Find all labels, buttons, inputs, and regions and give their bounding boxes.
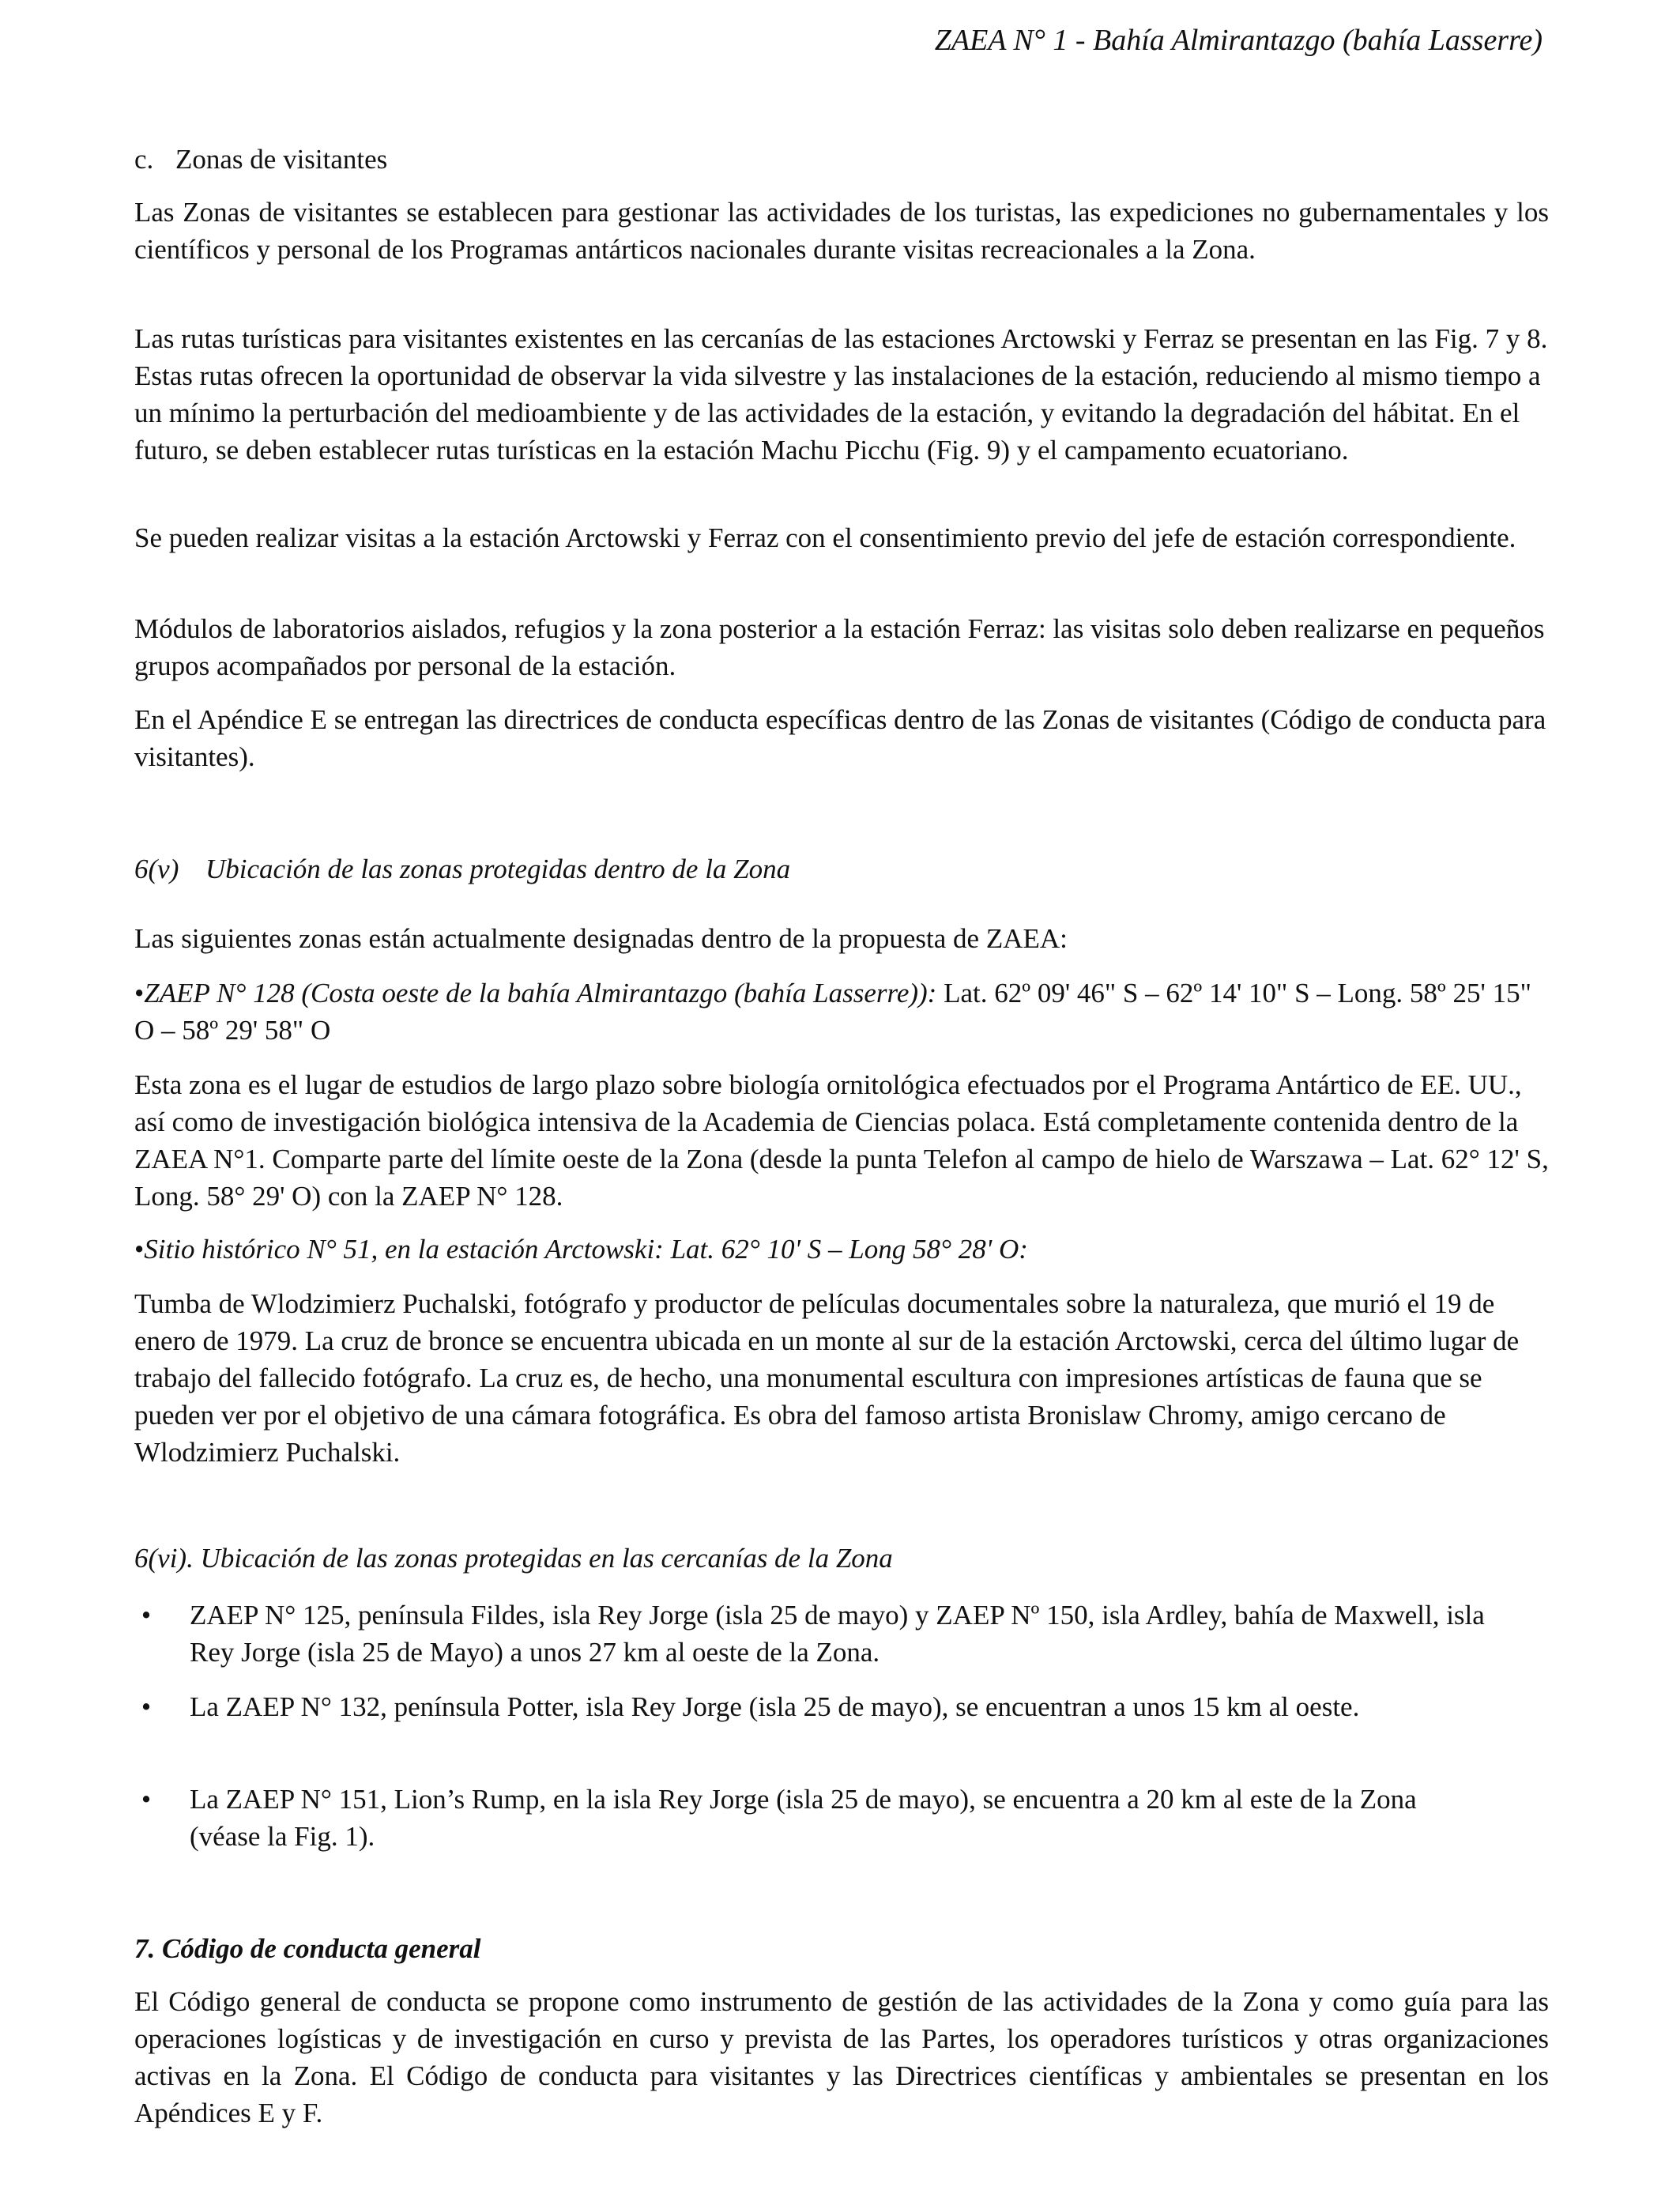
running-header: ZAEA N° 1 - Bahía Almirantazgo (bahía Lasserre) (934, 24, 1543, 57)
paragraph-c-3: Se pueden realizar visitas a la estación Arctowski y Ferraz con el consentimiento previo del jefe de estación correspondiente. (134, 522, 1516, 553)
paragraph-7-1: El Código general de conducta se propone como instrumento de gestión de las actividades de la Zona y como guía para las operaciones logísticas y de investigación en curso y prevista de las Partes, los operadores turísticos y otras organizaciones activas en la Zona. El Código de conducta para visitantes y las Directrices científicas y ambientales se presentan en los Apéndices E y F. (134, 1986, 1549, 2128)
section-6v-title: Ubicación de las zonas protegidas dentro de la Zona (205, 854, 791, 884)
list-item-text: ZAEP N° 125, península Fildes, isla Rey Jorge (isla 25 de mayo) y ZAEP Nº 150, isla Ardley, bahía de Maxwell, isla Rey Jorge (isla 25 de Mayo) a unos 27 km al oeste de la Zona. (190, 1600, 1485, 1668)
section-c-heading (134, 141, 1549, 178)
bullet-dot: • (141, 1691, 152, 1722)
paragraph-c-5: En el Apéndice E se entregan las directrices de conducta específicas dentro de las Zonas de visitantes (Código de conducta para visitantes). (134, 704, 1546, 772)
paragraph-zaep-128-description: Esta zona es el lugar de estudios de largo plazo sobre biología ornitológica efectuados por el Programa Antártico de EE. UU., así como de investigación biológica intensiva de la Academia de Ciencias polaca. Está completamente contenida dentro de la ZAEA N°1. Comparte parte del límite oeste de la Zona (desde la punta Telefon al campo de hielo de Warszawa – Lat. 62° 12' S, Long. 58° 29' O) con la ZAEP N° 128. (134, 1069, 1549, 1212)
paragraph-6v-intro: Las siguientes zonas están actualmente designadas dentro de la propuesta de ZAEA: (134, 923, 1068, 954)
section-c-title: Zonas de visitantes (175, 144, 388, 175)
bullet-dot: • (141, 1600, 152, 1630)
list-item-text: La ZAEP N° 132, península Potter, isla Rey Jorge (isla 25 de mayo), se encuentran a unos 15 km al oeste. (190, 1691, 1360, 1722)
section-6v-heading (134, 850, 1549, 888)
list-item-zaep-132 (141, 1688, 1486, 1725)
list-item-zaep-125-150 (141, 1596, 1486, 1671)
section-6v-number: 6(v) (134, 854, 179, 884)
section-c-marker: c. (134, 144, 154, 175)
bullet-dot: • (134, 978, 145, 1008)
bullet-zaep-128 (134, 974, 1549, 1049)
bullet-dot: • (134, 1234, 145, 1265)
paragraph-c-1: Las Zonas de visitantes se establecen para gestionar las actividades de los turistas, las expediciones no gubernamentales y los científicos y personal de los Programas antárticos nacionales durante visitas recreacionales a la Zona. (134, 197, 1549, 265)
section-6vi-heading: 6(vi). Ubicación de las zonas protegidas en las cercanías de la Zona (134, 1543, 893, 1574)
paragraph-c-4: Módulos de laboratorios aislados, refugios y la zona posterior a la estación Ferraz: las visitas solo deben realizarse en pequeños grupos acompañados por personal de la estación. (134, 613, 1545, 681)
list-item-text: La ZAEP N° 151, Lion’s Rump, en la isla Rey Jorge (isla 25 de mayo), se encuentra a 20 km al este de la Zona (véase la Fig. 1). (190, 1784, 1417, 1852)
section-7-heading: 7. Código de conducta general (134, 1933, 481, 1964)
zaep-128-label: ZAEP N° 128 (Costa oeste de la bahía Almirantazgo (bahía Lasserre)): (144, 978, 937, 1008)
bullet-historic-site-51 (134, 1231, 1549, 1268)
paragraph-historic-site-description: Tumba de Wlodzimierz Puchalski, fotógrafo y productor de películas documentales sobre la naturaleza, que murió el 19 de enero de 1979. La cruz de bronce se encuentra ubicada en un monte al sur de la estación Arctowski, cerca del último lugar de trabajo del fallecido fotógrafo. La cruz es, de hecho, una monumental escultura con impresiones artísticas de fauna que se pueden ver por el objetivo de una cámara fotográfica. Es obra del famoso artista Bronislaw Chromy, amigo cercano de Wlodzimierz Puchalski. (134, 1288, 1520, 1468)
historic-site-51-label: Sitio histórico N° 51, en la estación Arctowski: Lat. 62° 10' S – Long 58° 28' O: (144, 1234, 1028, 1265)
bullet-dot: • (141, 1784, 152, 1815)
paragraph-c-2: Las rutas turísticas para visitantes existentes en las cercanías de las estaciones Arctowski y Ferraz se presentan en las Fig. 7 y 8. Estas rutas ofrecen la oportunidad de observar la vida silvestre y las instalaciones de la estación, reduciendo al mismo tiempo a un mínimo la perturbación del medioambiente y de las actividades de la estación, y evitando la degradación del hábitat. En el futuro, se deben establecer rutas turísticas en la estación Machu Picchu (Fig. 9) y el campamento ecuatoriano. (134, 323, 1548, 466)
zaep-128-coordinates: Lat. 62º 09' 46" S – 62º 14' 10" S – Long. 58º 25' 15" O – 58º 29' 58" O (134, 978, 1531, 1046)
list-item-zaep-151 (141, 1781, 1486, 1855)
